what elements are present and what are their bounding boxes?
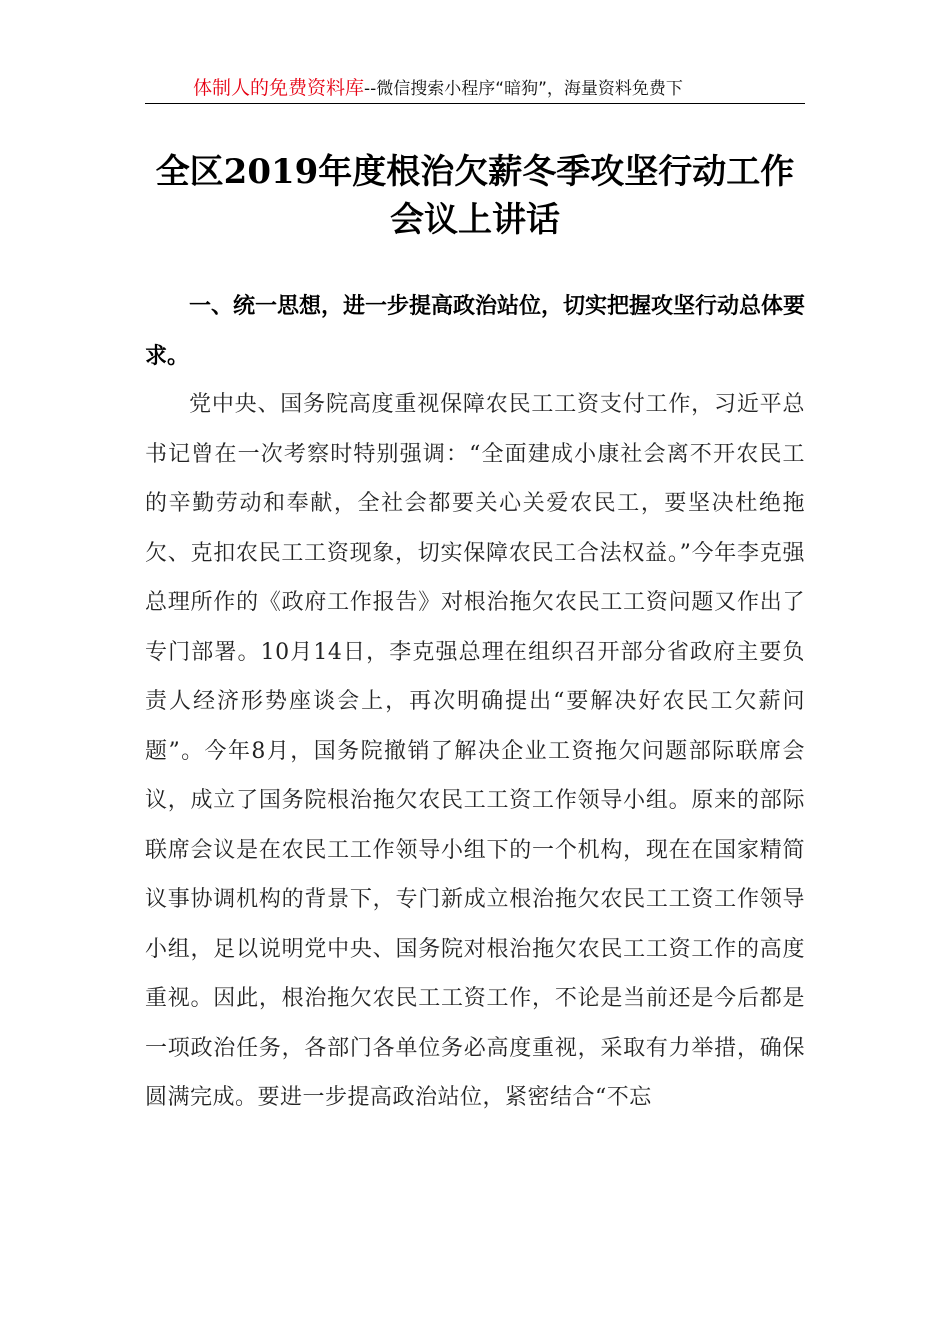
body-paragraph: 党中央、国务院高度重视保障农民工工资支付工作，习近平总书记曾在一次考察时特别强调：“全面建成小康社会离不开农民工的辛勤劳动和奉献，全社会都要关心关爱农民工，要坚决杜绝拖欠、克扣农民工工资现象，切实保障农民工合法权益。”今年李克强总理所作的《政府工作报告》对根治拖欠农民工工资问题又作出了专门部署。10月14日，李克强总理在组织召开部分省政府主要负责人经济形势座谈会上，再次明确提出“要解决好农民工欠薪问题”。今年8月，国务院撤销了解决企业工资拖欠问题部际联席会议，成立了国务院根治拖欠农民工工资工作领导小组。原来的部际联席会议是在农民工工作领导小组下的一个机构，现在在国家精简议事协调机构的背景下，专门新成立根治拖欠农民工工资工作领导小组，足以说明党中央、国务院对根治拖欠农民工工资工作的高度重视。因此，根治拖欠农民工工资工作，不论是当前还是今后都是一项政治任务，各部门各单位务必高度重视，采取有力举措，确保圆满完成。要进一步提高政治站位，紧密结合“不忘 [145, 392, 805, 1110]
header-brand-text: 体制人的免费资料库 [193, 77, 365, 99]
document-title: 全区2019年度根治欠薪冬季攻坚行动工作会议上讲话 [155, 152, 795, 240]
header-divider [145, 103, 805, 104]
page-header [145, 74, 805, 102]
section-heading: 一、统一思想，进一步提高政治站位，切实把握攻坚行动总体要求。 [145, 294, 806, 369]
header-tagline: --微信搜索小程序“暗狗”，海量资料免费下 [364, 79, 683, 99]
